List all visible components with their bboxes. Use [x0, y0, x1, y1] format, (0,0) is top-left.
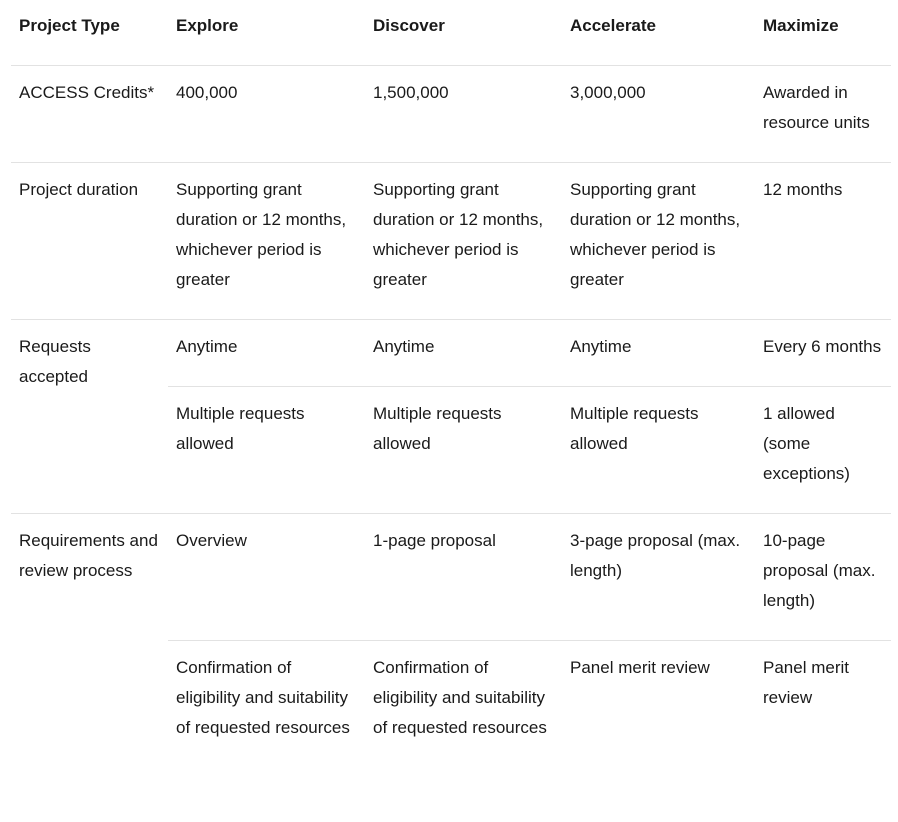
- header-maximize: Maximize: [755, 0, 891, 66]
- cell-maximize: Every 6 months: [755, 320, 891, 387]
- cell-discover: Anytime: [365, 320, 562, 387]
- cell-accelerate: Panel merit review: [570, 658, 710, 677]
- row-label-access-credits: ACCESS Credits*: [11, 66, 168, 163]
- table-body: [11, 66, 891, 768]
- row-label-requests-accepted: Requests accepted: [11, 320, 168, 514]
- cell-discover: Confirmation of eligibility and suitability of requested resources: [373, 658, 547, 737]
- cell-accelerate: Anytime: [562, 320, 755, 387]
- cell-discover: Multiple requests allowed: [365, 387, 562, 514]
- header-project-type: Project Type: [11, 0, 168, 66]
- cell-maximize: Awarded in resource units: [755, 66, 891, 163]
- cell-explore: Anytime: [168, 320, 365, 387]
- table-row: [11, 66, 891, 163]
- table-row: [11, 320, 891, 387]
- cell-accelerate: Supporting grant duration or 12 months, whichever period is greater: [562, 163, 755, 320]
- table-row: [11, 514, 891, 641]
- cell-discover: Supporting grant duration or 12 months, whichever period is greater: [365, 163, 562, 320]
- cell-discover: 1-page proposal: [365, 514, 562, 641]
- cell-accelerate: Multiple requests allowed: [562, 387, 755, 514]
- cell-maximize: Panel merit review: [763, 658, 849, 707]
- header-explore: Explore: [168, 0, 365, 66]
- project-types-table: [11, 0, 891, 767]
- cell-accelerate: 3,000,000: [562, 66, 755, 163]
- row-label-requirements: Requirements and review process: [19, 531, 158, 580]
- cell-explore: Multiple requests allowed: [168, 387, 365, 514]
- cell-discover: 1,500,000: [365, 66, 562, 163]
- cell-maximize: 10-page proposal (max. length): [755, 514, 891, 641]
- cell-maximize: 1 allowed (some exceptions): [755, 387, 891, 514]
- cell-accelerate: 3-page proposal (max. length): [562, 514, 755, 641]
- table-header: [11, 0, 891, 66]
- header-accelerate: Accelerate: [562, 0, 755, 66]
- cell-explore: Confirmation of eligibility and suitability of requested resources: [176, 658, 350, 737]
- header-discover: Discover: [365, 0, 562, 66]
- cell-explore: 400,000: [168, 66, 365, 163]
- header-row: [11, 0, 891, 66]
- row-label-project-duration: Project duration: [11, 163, 168, 320]
- table-row: [11, 163, 891, 320]
- cell-maximize: 12 months: [755, 163, 891, 320]
- cell-explore: Supporting grant duration or 12 months, whichever period is greater: [168, 163, 365, 320]
- cell-explore: Overview: [168, 514, 365, 641]
